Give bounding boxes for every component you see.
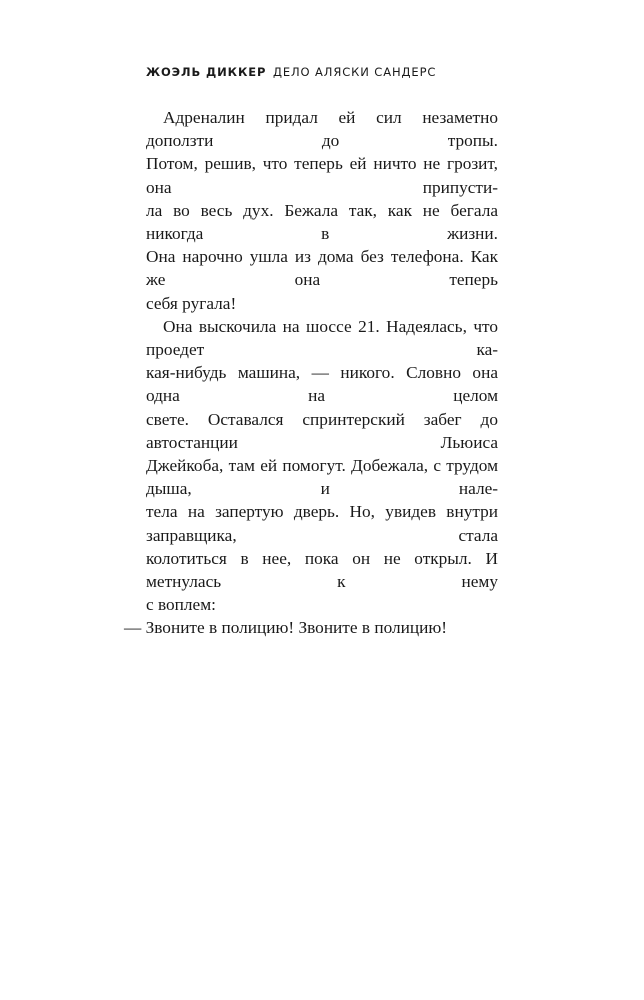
text-line: Она нарочно ушла из дома без телефона. Как же она теперь — [146, 247, 498, 290]
dialogue-line: — Звоните в полицию! Звоните в полицию! — [124, 618, 448, 638]
text-line: Потом, решив, что теперь ей ничто не грозит, она припусти- — [146, 154, 498, 197]
running-header — [146, 65, 436, 79]
header-author: ЖОЭЛЬ ДИККЕР — [146, 65, 267, 79]
text-line: ла во весь дух. Бежала так, как не бегала никогда в жизни. — [146, 200, 498, 244]
text-line: свете. Оставался спринтерский забег до автостанции Льюиса — [146, 409, 498, 452]
text-line: кая-нибудь машина, — никого. Словно она одна на целом — [146, 363, 498, 406]
text-line: колотиться в нее, пока он не открыл. И метнулась к нему — [146, 548, 498, 592]
header-book-title: ДЕЛО АЛЯСКИ САНДЕРС — [272, 65, 437, 79]
text-line: с воплем: — [146, 595, 216, 615]
paragraph — [146, 315, 498, 617]
text-line: тела на запертую дверь. Но, увидев внутри заправщика, стала — [146, 502, 498, 545]
text-line: себя ругала! — [146, 293, 237, 313]
text-line: Адреналин придал ей сил незаметно доползти до тропы. — [146, 108, 498, 151]
text-line: Она выскочила на шоссе 21. Надеялась, что проедет ка- — [146, 316, 498, 360]
paragraph — [146, 106, 498, 315]
text-line: Джейкоба, там ей помогут. Добежала, с трудом дыша, и нале- — [146, 456, 498, 499]
body-text — [124, 106, 498, 640]
